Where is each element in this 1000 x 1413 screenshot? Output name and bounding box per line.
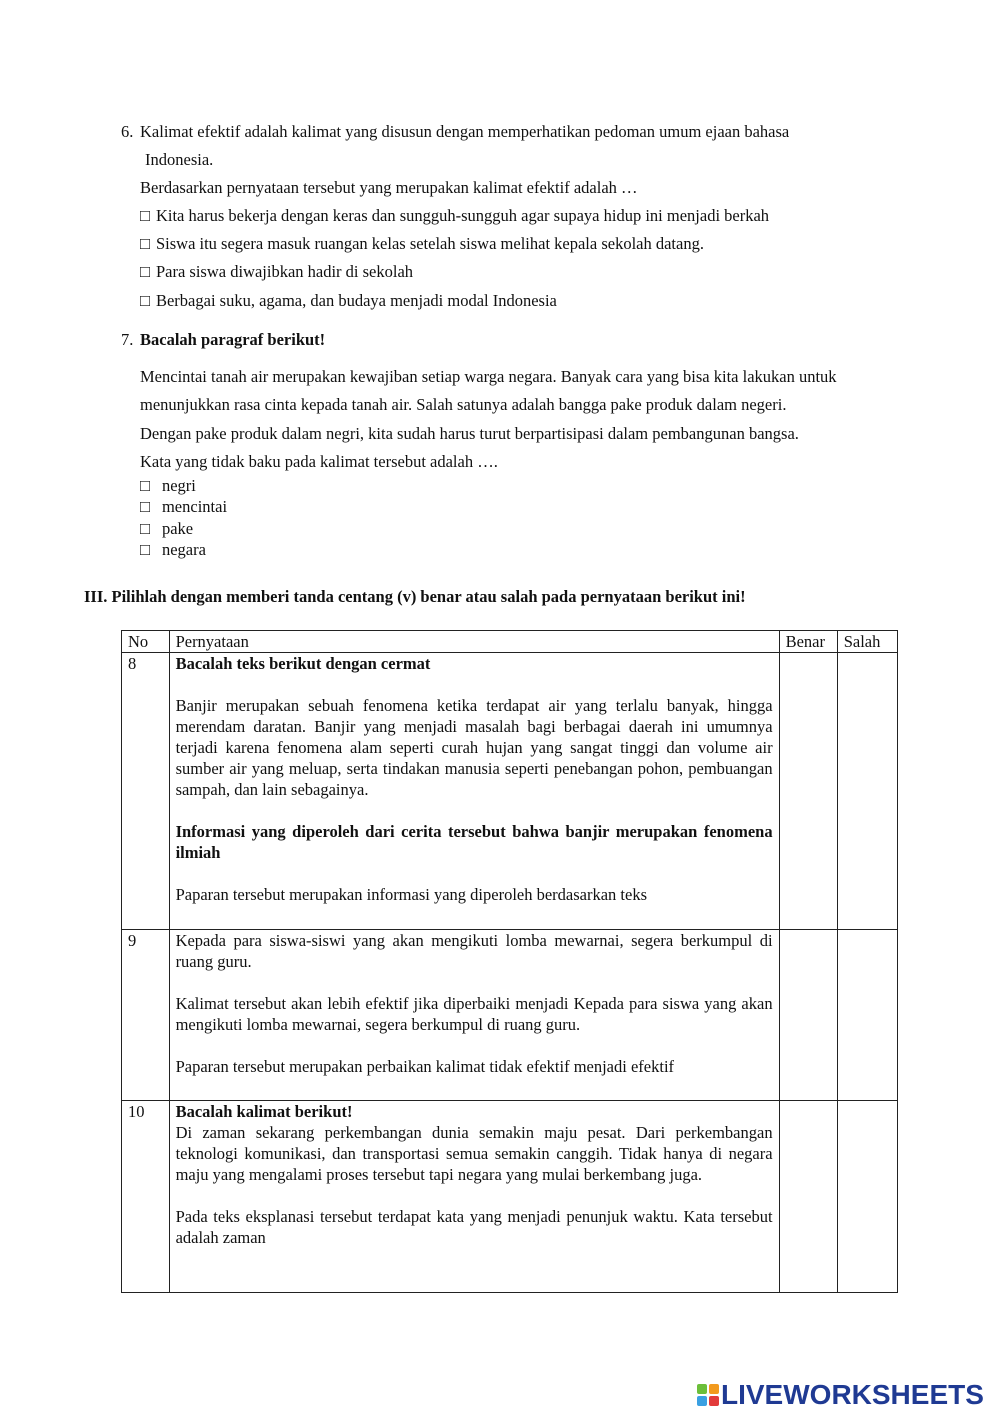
row-text: Di zaman sekarang perkembangan dunia semakin maju pesat. Dari perkembangan teknologi komunikasi, dan transportasi semua semakin canggih. Tidak hanya di negara maju yang mengalami proses tersebut tapi negara yang mulai berkembang juga. [175, 1123, 773, 1184]
checkbox-icon[interactable]: □ [140, 234, 150, 253]
row-title: Bacalah teks berikut dengan cermat [175, 654, 431, 673]
q6-stem-line1: Kalimat efektif adalah kalimat yang disusun dengan memperhatikan pedoman umum ejaan bahasa [140, 122, 790, 141]
liveworksheets-logo [697, 1378, 993, 1412]
q6-option-3[interactable] [140, 262, 413, 282]
row-number: 10 [122, 1101, 170, 1293]
q6-prompt: Berdasarkan pernyataan tersebut yang merupakan kalimat efektif adalah … [140, 178, 638, 197]
q7-paragraph-line3: Dengan pake produk dalam negri, kita sudah harus turut berpartisipasi dalam pembangunan bangsa. [140, 424, 799, 443]
q7-prompt: Kata yang tidak baku pada kalimat tersebut adalah …. [140, 452, 498, 471]
row-claim: Kalimat tersebut akan lebih efektif jika diperbaiki menjadi Kepada para siswa yang akan mengikuti lomba mewarnai, segera berkumpul di ruang guru. [175, 994, 773, 1034]
row-statement [169, 653, 779, 930]
row-number: 9 [122, 930, 170, 1101]
q7-option-1[interactable] [140, 475, 196, 496]
checkbox-icon[interactable]: □ [140, 206, 150, 225]
row-statement [169, 930, 779, 1101]
q6-option-4[interactable] [140, 291, 557, 311]
q7-option-3[interactable] [140, 518, 193, 539]
row-number: 8 [122, 653, 170, 930]
logo-brand: LIVEWORKSHEETS [721, 1379, 984, 1410]
answer-true-cell[interactable] [779, 930, 837, 1101]
q7-option-2[interactable] [140, 496, 227, 517]
row-claim: Pada teks eksplanasi tersebut terdapat kata yang menjadi penunjuk waktu. Kata tersebut adalah zaman [175, 1207, 773, 1247]
q7-option-label: negara [161, 540, 206, 559]
q6-option-2[interactable] [140, 234, 704, 254]
true-false-table [121, 630, 898, 1293]
checkbox-icon[interactable]: □ [140, 540, 150, 559]
answer-true-cell[interactable] [779, 653, 837, 930]
row-title: Bacalah kalimat berikut! [175, 1102, 353, 1121]
q7-paragraph-line2: menunjukkan rasa cinta kepada tanah air. Salah satunya adalah bangga pake produk dalam negeri. [140, 395, 787, 414]
row-note: Paparan tersebut merupakan informasi yang diperoleh berdasarkan teks [175, 885, 648, 904]
checkbox-icon[interactable]: □ [140, 497, 150, 516]
q7-paragraph-line1: Mencintai tanah air merupakan kewajiban setiap warga negara. Banyak cara yang bisa kita lakukan untuk [140, 367, 837, 386]
q6-option-label: Siswa itu segera masuk ruangan kelas setelah siswa melihat kepala sekolah datang. [155, 234, 704, 253]
answer-true-cell[interactable] [779, 1101, 837, 1293]
q6-stem-line2: Indonesia. [145, 150, 214, 169]
q7-title: Bacalah paragraf berikut! [140, 330, 326, 349]
checkbox-icon[interactable]: □ [140, 476, 150, 495]
q6-number: 6. [121, 122, 134, 141]
row-claim: Informasi yang diperoleh dari cerita tersebut bahwa banjir merupakan fenomena ilmiah [175, 822, 773, 862]
q7-option-label: negri [161, 476, 196, 495]
table-row [122, 653, 898, 930]
header-true: Benar [779, 631, 837, 653]
q7-option-4[interactable] [140, 539, 206, 560]
answer-false-cell[interactable] [837, 653, 897, 930]
q7-option-label: pake [161, 519, 194, 538]
q7-option-label: mencintai [161, 497, 228, 516]
row-text: Banjir merupakan sebuah fenomena ketika terdapat air yang terlalu banyak, hingga merendam daratan. Banjir yang menjadi masalah bagi berbagai daerah ini umumnya terjadi karena fenomena alam seperti curah hujan yang sangat tinggi dan volume air sumber air yang meluap, serta tindakan manusia seperti penebangan pohon, pembuangan sampah, dan lain sebagainya. [175, 696, 773, 799]
q6-option-label: Berbagai suku, agama, dan budaya menjadi modal Indonesia [155, 291, 557, 310]
q6-option-label: Para siswa diwajibkan hadir di sekolah [155, 262, 414, 281]
q6-option-label: Kita harus bekerja dengan keras dan sungguh-sungguh agar supaya hidup ini menjadi berkah [155, 206, 770, 225]
header-statement: Pernyataan [169, 631, 779, 653]
checkbox-icon[interactable]: □ [140, 519, 150, 538]
q6-option-1[interactable] [140, 206, 769, 226]
checkbox-icon[interactable]: □ [140, 291, 150, 310]
row-statement [169, 1101, 779, 1293]
logo-grid-icon [697, 1384, 719, 1406]
answer-false-cell[interactable] [837, 930, 897, 1101]
q7-number: 7. [121, 330, 134, 349]
table-header-row [122, 631, 898, 653]
header-no: No [122, 631, 170, 653]
section-3-heading: III. Pilihlah dengan memberi tanda centang (v) benar atau salah pada pernyataan berikut ini! [84, 587, 746, 606]
table-row [122, 930, 898, 1101]
row-note: Paparan tersebut merupakan perbaikan kalimat tidak efektif menjadi efektif [175, 1057, 675, 1076]
checkbox-icon[interactable]: □ [140, 262, 150, 281]
header-false: Salah [837, 631, 897, 653]
answer-false-cell[interactable] [837, 1101, 897, 1293]
table-row [122, 1101, 898, 1293]
row-text: Kepada para siswa-siswi yang akan mengikuti lomba mewarnai, segera berkumpul di ruang guru. [175, 931, 773, 971]
